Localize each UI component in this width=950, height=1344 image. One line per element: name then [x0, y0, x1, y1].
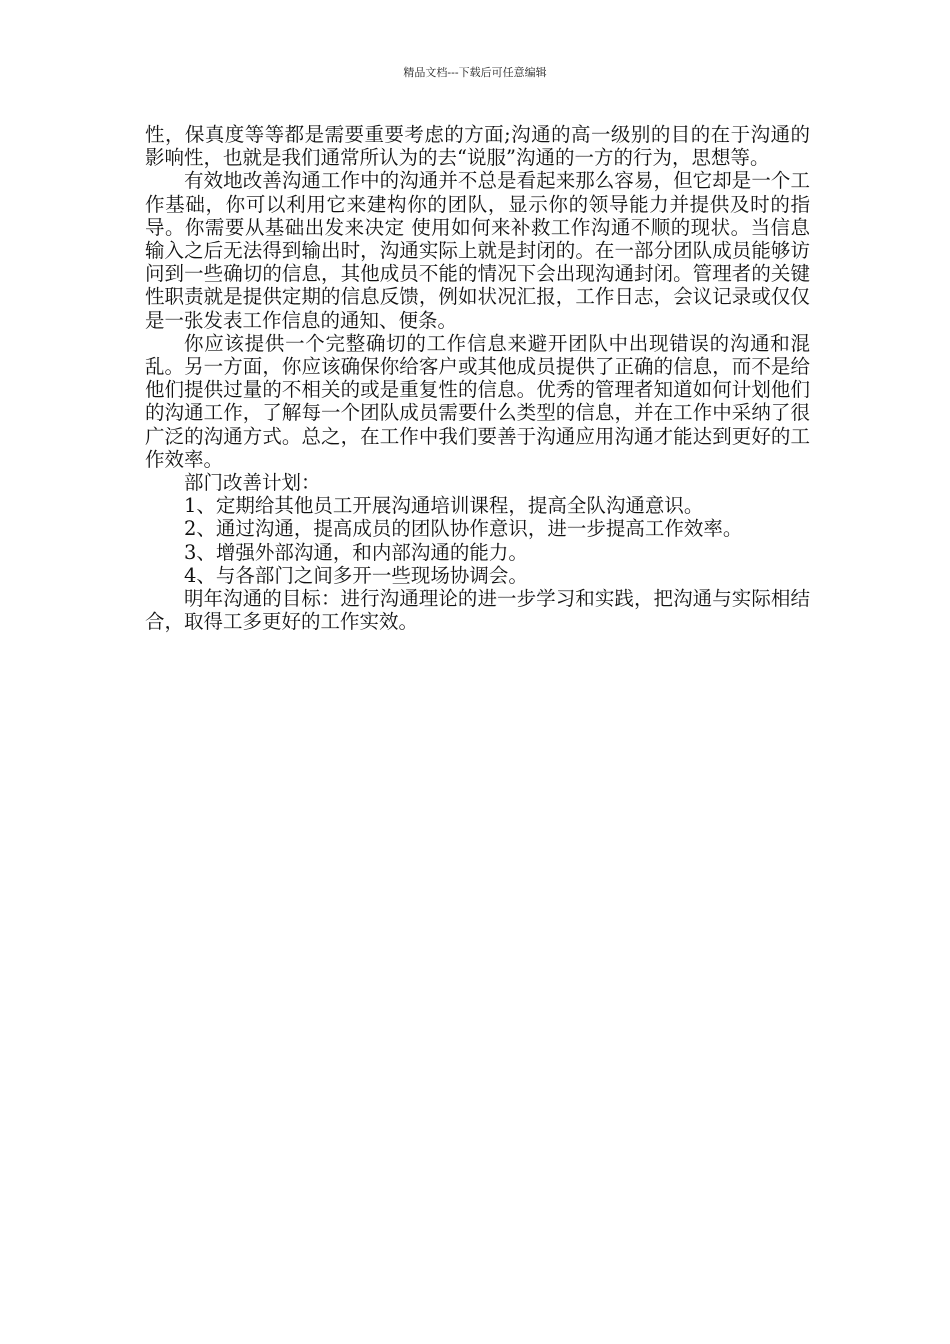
- plan-item-2: 2、通过沟通，提高成员的团队协作意识，进一步提高工作效率。: [184, 517, 743, 541]
- paragraph-continuation: 性，保真度等等都是需要重要考虑的方面;沟通的高一级别的目的在于沟通的影响性，也就是我们通常所认为的去“说服”沟通的一方的行为，思想等。: [145, 123, 810, 170]
- page-header: 精品文档---下载后可任意编辑: [403, 66, 547, 79]
- plan-item-1: 1、定期给其他员工开展沟通培训课程，提高全队沟通意识。: [184, 494, 704, 518]
- paragraph-next-year-goal: 明年沟通的目标：进行沟通理论的进一步学习和实践，把沟通与实际相结合，取得工多更好的工作实效。: [145, 587, 810, 634]
- document-body: [145, 123, 810, 633]
- paragraph-accurate-information: 你应该提供一个完整确切的工作信息来避开团队中出现错误的沟通和混乱。另一方面，你应该确保你给客户或其他成员提供了正确的信息，而不是给他们提供过量的不相关的或是重复性的信息。优秀的管理者知道如何计划他们的沟通工作，了解每一个团队成员需要什么类型的信息，并在工作中采纳了很广泛的沟通方式。总之，在工作中我们要善于沟通应用沟通才能达到更好的工作效率。: [145, 331, 810, 471]
- plan-item-4: 4、与各部门之间多开一些现场协调会。: [184, 563, 528, 587]
- plan-item-3: 3、增强外部沟通，和内部沟通的能力。: [184, 540, 528, 564]
- section-heading-improvement-plan: 部门改善计划：: [184, 471, 321, 495]
- paragraph-improve-communication: 有效地改善沟通工作中的沟通并不总是看起来那么容易，但它却是一个工作基础，你可以利用它来建构你的团队，显示你的领导能力并提供及时的指导。你需要从基础出发来决定 使用如何来补救工作沟通不顺的现状。当信息输入之后无法得到输出时，沟通实际上就是封闭的。在一部分团队成员能够访问到一些确切的信息，其他成员不能的情况下会出现沟通封闭。管理者的关键性职责就是提供定期的信息反馈，例如状况汇报，工作日志，会议记录或仅仅是一张发表工作信息的通知、便条。: [145, 169, 810, 332]
